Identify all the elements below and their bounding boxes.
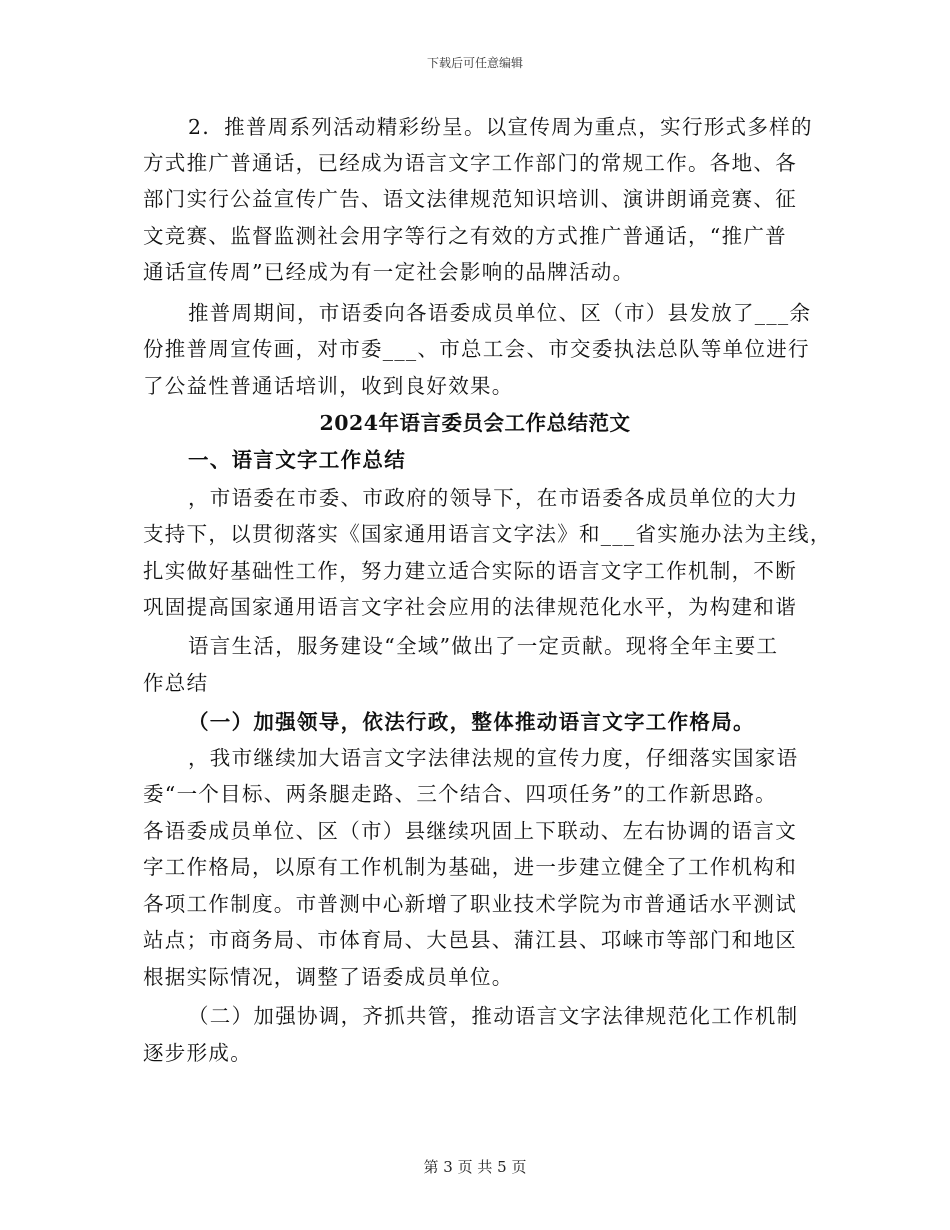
- text-line: 通话宣传周”已经成为有一定社会影响的品牌活动。: [143, 260, 635, 284]
- text-line: 各项工作制度。市普测中心新增了职业技术学院为市普通话水平测试: [143, 892, 797, 916]
- text-line: 扎实做好基础性工作，努力建立适合实际的语言文字工作机制，不断: [143, 559, 797, 583]
- text-line: 文竞赛、监督监测社会用字等行之有效的方式推广普通话，“推广普: [143, 224, 787, 248]
- text-line: 站点；市商务局、市体育局、大邑县、蒲江县、邛崃市等部门和地区: [143, 928, 797, 952]
- text-line: ，市语委在市委、市政府的领导下，在市语委各成员单位的大力: [188, 486, 799, 510]
- text-line: 委“一个目标、两条腿走路、三个结合、四项任务”的工作新思路。: [143, 782, 777, 806]
- text-line: 方式推广普通话，已经成为语言文字工作部门的常规工作。各地、各: [143, 151, 797, 175]
- text-line: 各语委成员单位、区（市）县继续巩固上下联动、左右协调的语言文: [143, 819, 797, 843]
- document-title: 2024年语言委员会工作总结范文: [319, 411, 631, 435]
- text-line: 巩固提高国家通用语言文字社会应用的法律规范化水平，为构建和谐: [143, 595, 797, 619]
- page-header: 下载后可任意编辑: [426, 56, 523, 70]
- text-line: 2．推普周系列活动精彩纷呈。以宣传周为重点，实行形式多样的: [188, 115, 813, 139]
- page-footer: 第 3 页 共 5 页: [423, 1158, 527, 1176]
- text-line: 逐步形成。: [143, 1041, 252, 1065]
- subheading: （一）加强领导，依法行政，整体推动语言文字工作格局。: [188, 710, 755, 734]
- text-line: 作总结: [143, 671, 209, 695]
- text-line: 推普周期间，市语委向各语委成员单位、区（市）县发放了___余: [188, 301, 812, 325]
- text-line: 根据实际情况，调整了语委成员单位。: [143, 965, 514, 989]
- text-line: 字工作格局，以原有工作机制为基础，进一步建立健全了工作机构和: [143, 855, 797, 879]
- section-heading: 一、语言文字工作总结: [188, 448, 406, 472]
- text-line: 部门实行公益宣传广告、语文法律规范知识培训、演讲朗诵竞赛、征: [143, 187, 797, 211]
- text-line: 语言生活，服务建设“全域”做出了一定贡献。现将全年主要工: [188, 634, 779, 658]
- text-line: 了公益性普通话培训，收到良好效果。: [143, 374, 514, 398]
- text-line: 支持下，以贯彻落实《国家通用语言文字法》和___省实施办法为主线，: [143, 522, 832, 546]
- text-line: 份推普周宣传画，对市委___、市总工会、市交委执法总队等单位进行: [143, 337, 810, 361]
- subheading: （二）加强协调，齐抓共管，推动语言文字法律规范化工作机制: [188, 1004, 799, 1028]
- text-line: ，我市继续加大语言文字法律法规的宣传力度，仔细落实国家语: [188, 746, 799, 770]
